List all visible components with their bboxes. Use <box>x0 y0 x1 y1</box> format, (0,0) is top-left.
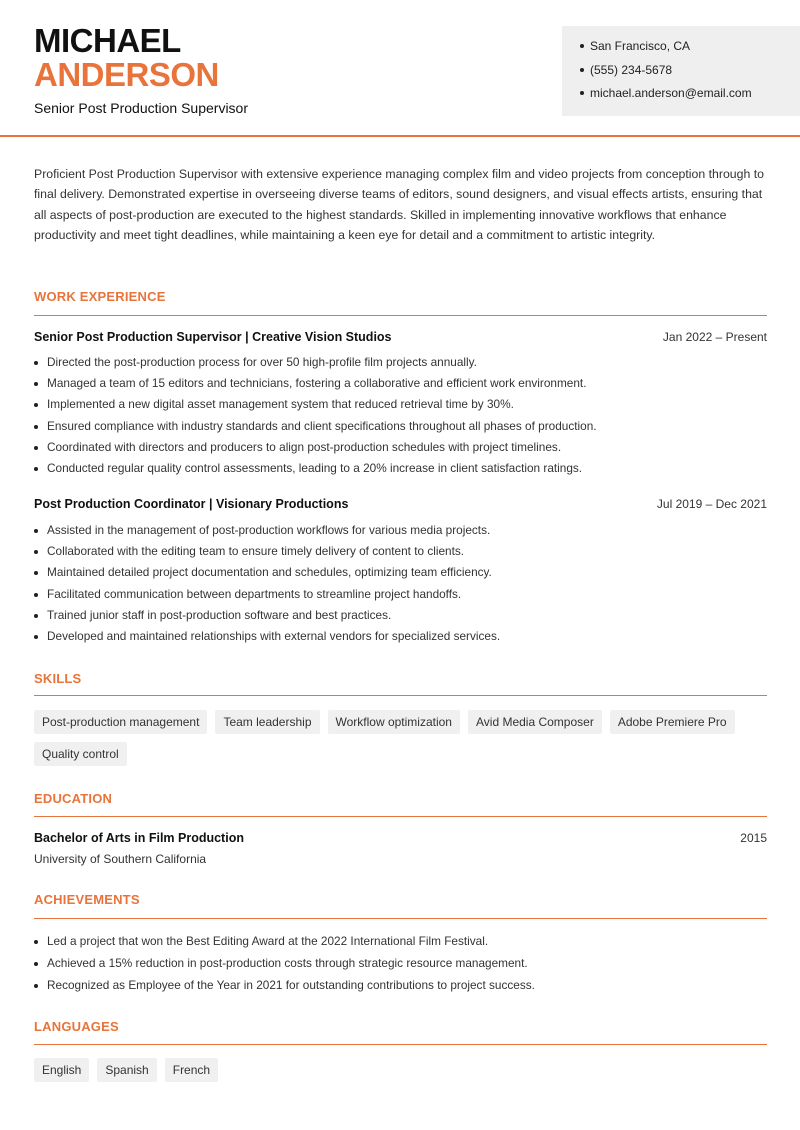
list-item <box>34 416 767 437</box>
section-divider <box>34 1044 767 1045</box>
summary-paragraph: Proficient Post Production Supervisor with extensive experience managing complex film and video projects from conception through to final delivery. Demonstrated expertise in overseeing diverse teams of editors, sound designers, and visual effects artists, ensuring that all aspects of post-production are executed to the highest standards. Skilled in implementing innovative workflows that enhance productivity and meet tight deadlines, while maintaining a keen eye for detail and a commitment to artistic integrity. <box>34 167 764 243</box>
bullet-icon <box>34 361 38 365</box>
job-header-2 <box>34 497 767 511</box>
list-item-text: Coordinated with directors and producers to align post-production schedules with project timelines. <box>47 439 562 454</box>
skill-tag: Adobe Premiere Pro <box>610 710 735 734</box>
list-item-text: Maintained detailed project documentation and schedules, optimizing team efficiency. <box>47 565 492 580</box>
list-item <box>34 541 767 562</box>
achievements-list <box>34 930 767 996</box>
skill-tag: Workflow optimization <box>328 710 460 734</box>
skill-tag: Post-production management <box>34 710 207 734</box>
list-item-text: Facilitated communication between departments to streamline project handoffs. <box>47 586 462 601</box>
resume-header <box>0 0 800 137</box>
list-item <box>34 626 767 647</box>
list-item-text: Collaborated with the editing team to ensure timely delivery of content to clients. <box>47 544 465 559</box>
languages-tags <box>34 1058 767 1082</box>
bullet-icon <box>34 382 38 386</box>
education-heading: EDUCATION <box>34 791 113 806</box>
list-item-text: Trained junior staff in post-production software and best practices. <box>47 607 392 622</box>
work-experience-heading: WORK EXPERIENCE <box>34 289 166 304</box>
bullet-icon <box>34 529 38 533</box>
list-item <box>34 520 767 541</box>
list-item <box>34 352 767 373</box>
language-tag: French <box>165 1058 218 1082</box>
bullet-icon <box>34 403 38 407</box>
list-item-text: Achieved a 15% reduction in post-production costs through strategic resource management. <box>47 956 528 970</box>
job-title: Senior Post Production Supervisor <box>34 100 248 116</box>
bullet-icon <box>34 593 38 597</box>
skills-tags <box>34 710 767 766</box>
list-item <box>34 584 767 605</box>
contact-phone-text: (555) 234-5678 <box>590 62 673 77</box>
bullet-icon <box>34 614 38 618</box>
contact-location-text: San Francisco, CA <box>590 39 691 53</box>
bullet-icon <box>34 446 38 450</box>
education-year: 2015 <box>740 831 767 845</box>
section-divider <box>34 918 767 919</box>
bullet-icon <box>580 91 584 95</box>
list-item <box>34 437 767 458</box>
job-role: Post Production Coordinator | Visionary Productions <box>34 497 349 511</box>
skill-tag: Team leadership <box>215 710 319 734</box>
list-item-text: Directed the post-production process for over 50 high-profile film projects annually. <box>47 355 477 369</box>
bullet-icon <box>580 68 584 72</box>
list-item <box>34 394 767 415</box>
last-name: ANDERSON <box>34 56 219 93</box>
bullet-icon <box>34 635 38 639</box>
bullet-icon <box>34 984 38 988</box>
contact-location <box>580 38 800 62</box>
job-dates: Jan 2022 – Present <box>662 330 767 344</box>
skill-tag: Quality control <box>34 742 127 766</box>
bullet-icon <box>34 571 38 575</box>
bullet-icon <box>34 962 38 966</box>
list-item <box>34 605 767 626</box>
contact-box <box>562 26 800 116</box>
contact-email <box>580 85 800 109</box>
bullet-icon <box>34 467 38 471</box>
list-item-text: Ensured compliance with industry standards and client specifications throughout all phases of production. <box>47 418 597 433</box>
language-tag: Spanish <box>97 1058 156 1082</box>
job-dates: Jul 2019 – Dec 2021 <box>656 497 767 511</box>
list-item <box>34 373 767 394</box>
bullet-icon <box>580 44 584 48</box>
education-degree: Bachelor of Arts in Film Production <box>34 831 244 845</box>
list-item-text: Managed a team of 15 editors and technicians, fostering a collaborative and efficient work environment. <box>47 376 587 391</box>
section-divider <box>34 695 767 696</box>
first-name: MICHAEL <box>34 22 181 59</box>
list-item <box>34 974 767 996</box>
contact-email-text: michael.anderson@email.com <box>590 86 752 100</box>
list-item-text: Led a project that won the Best Editing Award at the 2022 International Film Festival. <box>47 934 489 948</box>
list-item <box>34 930 767 952</box>
section-divider <box>34 816 767 817</box>
job-1-bullets <box>34 352 767 479</box>
list-item <box>34 562 767 583</box>
contact-phone <box>580 62 800 86</box>
list-item <box>34 458 767 479</box>
education-header <box>34 831 767 845</box>
bullet-icon <box>34 550 38 554</box>
bullet-icon <box>34 940 38 944</box>
list-item-text: Recognized as Employee of the Year in 2021 for outstanding contributions to project success. <box>47 978 535 992</box>
list-item-text: Developed and maintained relationships with external vendors for specialized services. <box>47 629 501 644</box>
job-header-1 <box>34 330 767 344</box>
achievements-heading: ACHIEVEMENTS <box>34 892 140 907</box>
skill-tag: Avid Media Composer <box>468 710 602 734</box>
skills-heading: SKILLS <box>34 671 82 686</box>
list-item-text: Implemented a new digital asset management system that reduced retrieval time by 30%. <box>47 397 514 412</box>
language-tag: English <box>34 1058 89 1082</box>
section-divider <box>34 315 767 316</box>
bullet-icon <box>34 425 38 429</box>
list-item-text: Assisted in the management of post-production workflows for various media projects. <box>47 523 491 537</box>
list-item-text: Conducted regular quality control assessments, leading to a 20% increase in client satisfaction ratings. <box>47 461 583 476</box>
list-item <box>34 952 767 974</box>
job-role: Senior Post Production Supervisor | Creative Vision Studios <box>34 330 392 344</box>
job-2-bullets <box>34 520 767 647</box>
languages-heading: LANGUAGES <box>34 1019 119 1034</box>
education-school: University of Southern California <box>34 852 207 866</box>
